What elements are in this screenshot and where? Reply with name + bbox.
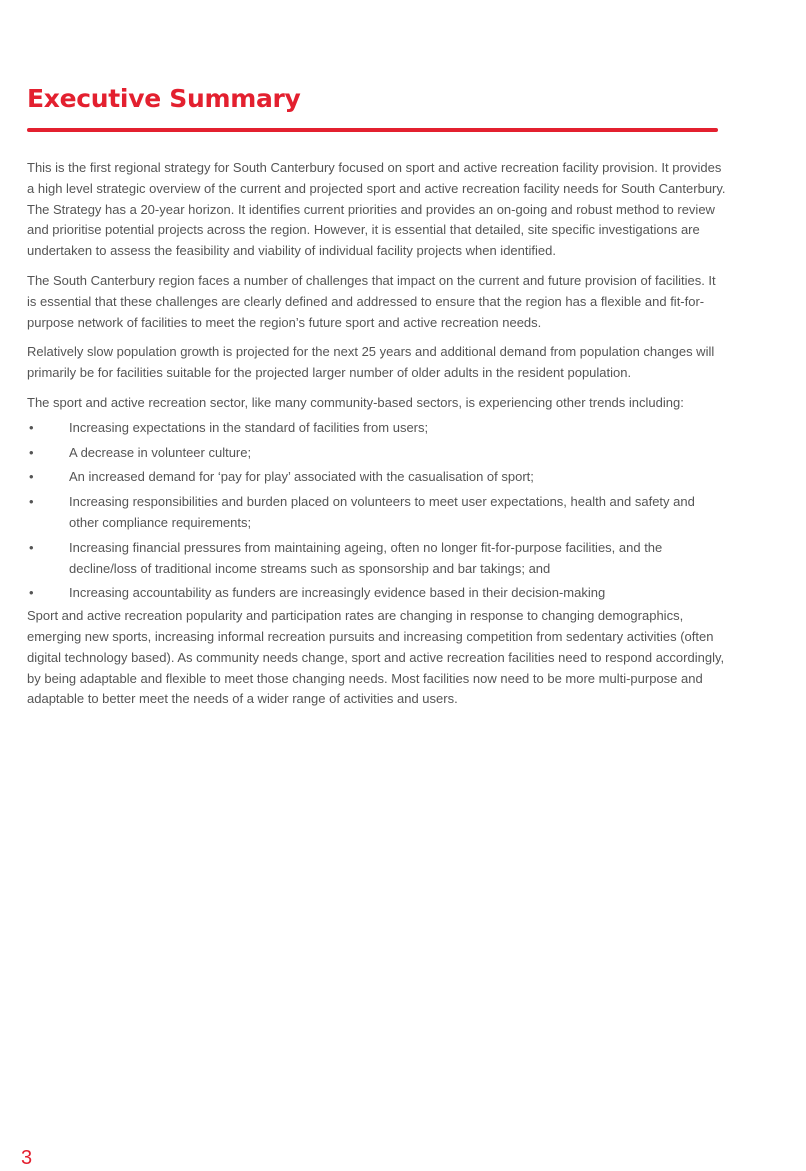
list-item bbox=[27, 583, 727, 604]
paragraph-trends-intro: The sport and active recreation sector, like many community-based sectors, is experiencing other trends including: bbox=[27, 394, 684, 410]
title-underline-rule bbox=[27, 128, 718, 132]
bullet-icon: • bbox=[29, 585, 34, 601]
list-item-text: Increasing expectations in the standard of facilities from users; bbox=[69, 419, 429, 435]
list-item-text: An increased demand for ‘pay for play’ associated with the casualisation of sport; bbox=[69, 469, 534, 485]
list-item-text: A decrease in volunteer culture; bbox=[69, 444, 252, 460]
bullet-icon: • bbox=[29, 469, 34, 485]
list-item-text: Increasing financial pressures from maintaining ageing, often no longer fit-for-purpose facilities, and the decline/loss of traditional income streams such as sponsorship and bar takings; and bbox=[69, 539, 663, 576]
list-item-text: Increasing responsibilities and burden placed on volunteers to meet user expectations, health and safety and other compliance requirements; bbox=[69, 494, 695, 530]
paragraph-intro: This is the first regional strategy for South Canterbury focused on sport and active recreation facility provision. It provides a high level strategic overview of the current and projected sport and active recreation facility needs for South Canterbury. The Strategy has a 20-year horizon. It identifies current priorities and provides an on-going and robust method to review and prioritise potential projects across the region. However, it is essential that detailed, site specific investigations are undertaken to assess the feasibility and viability of individual facility projects when identified. bbox=[27, 160, 726, 259]
bullet-icon: • bbox=[29, 539, 34, 555]
paragraph-population-growth: Relatively slow population growth is projected for the next 25 years and additional demand from population changes will primarily be for facilities suitable for the projected larger number of older adults in the resident population. bbox=[27, 344, 715, 381]
bullet-icon: • bbox=[29, 444, 34, 460]
list-item bbox=[27, 492, 727, 534]
list-item bbox=[27, 538, 727, 580]
page-title: Executive Summary bbox=[27, 84, 301, 113]
body-content bbox=[27, 158, 727, 719]
list-item bbox=[27, 443, 727, 464]
list-item-text: Increasing accountability as funders are increasingly evidence based in their decision-making bbox=[69, 585, 606, 601]
list-item bbox=[27, 467, 727, 488]
trends-bullet-list bbox=[27, 418, 727, 604]
bullet-icon: • bbox=[29, 494, 34, 510]
paragraph-challenges: The South Canterbury region faces a number of challenges that impact on the current and future provision of facilities. It is essential that these challenges are clearly defined and addressed to ensure that the region has a flexible and fit-for-purpose network of facilities to meet the region’s future sport and active recreation needs. bbox=[27, 272, 716, 330]
list-item bbox=[27, 418, 727, 439]
paragraph-participation: Sport and active recreation popularity and participation rates are changing in response to changing demographics, emerging new sports, increasing informal recreation pursuits and increasing competition from sedentary activities (often digital technology based). As community needs change, sport and active recreation facilities need to respond accordingly, by being adaptable and flexible to meet those changing needs. Most facilities now need to be more multi-purpose and adaptable to better meet the needs of a wider range of activities and users. bbox=[27, 608, 725, 707]
bullet-icon: • bbox=[29, 419, 34, 435]
page-number: 3 bbox=[21, 1147, 33, 1169]
